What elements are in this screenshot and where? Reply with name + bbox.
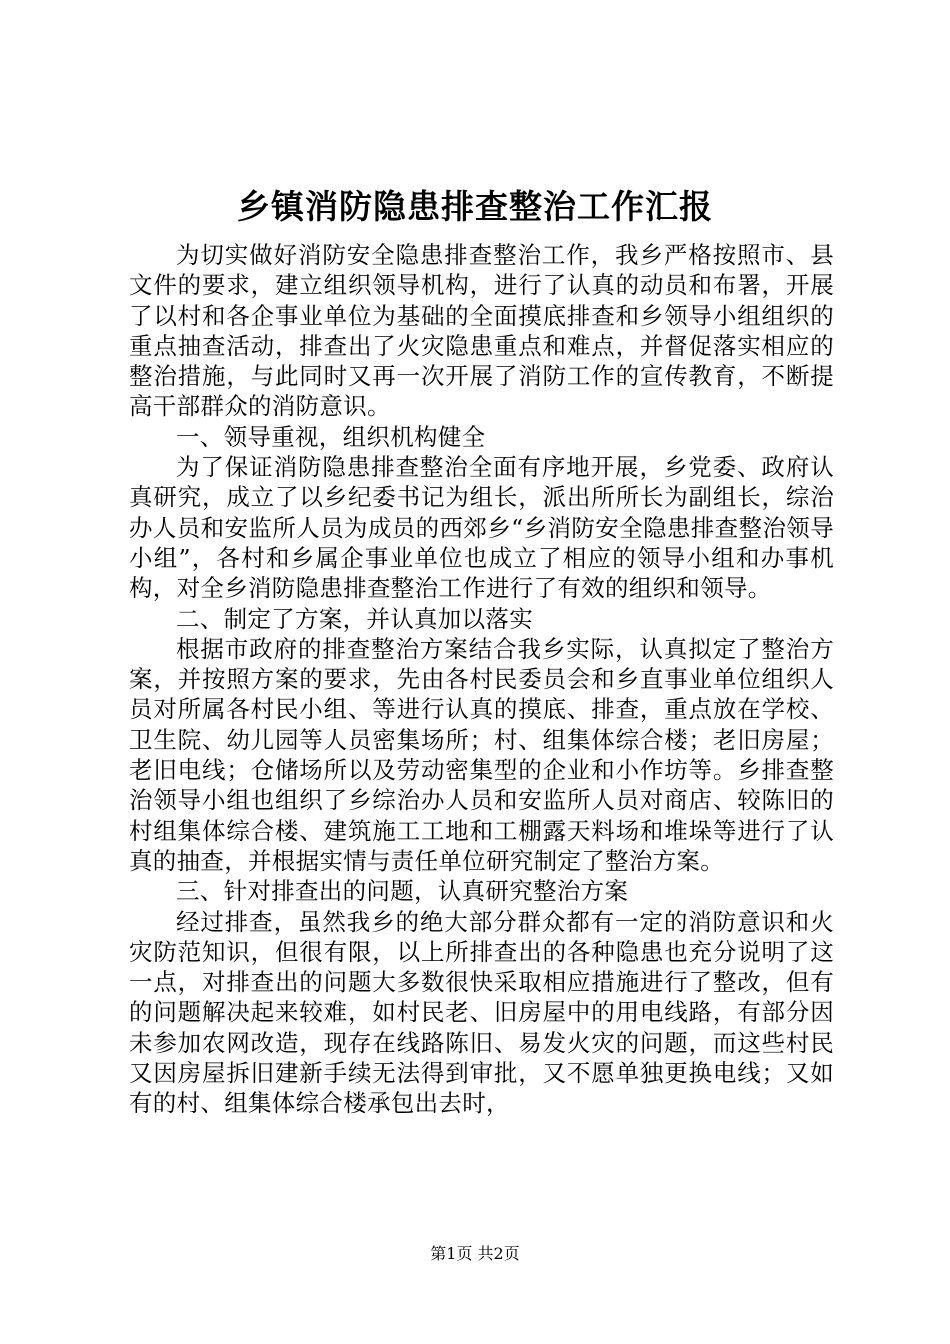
section-heading-3: 三、针对排查出的问题，认真研究整治方案 <box>176 877 629 906</box>
document-title: 乡镇消防隐患排查整治工作汇报 <box>237 187 713 226</box>
section-paragraph-2: 根据市政府的排查整治方案结合我乡实际，认真拟定了整治方案，并按照方案的要求，先由各村民委员会和乡直事业单位组织人员对所属各村民小组、等进行认真的摸底、排查，重点放在学校、卫生院、幼儿园等人员密集场所；村、组集体综合楼；老旧房屋；老旧电线；仓储场所以及劳动密集型的企业和小作坊等。乡排查整治领导小组也组织了乡综治办人员和安监所人员对商店、较陈旧的村组集体综合楼、建筑施工工地和工棚露天料场和堆垛等进行了认真的抽查，并根据实情与责任单位研究制定了整治方案。 <box>129 634 834 875</box>
section-heading-1: 一、领导重视，组织机构健全 <box>176 422 486 451</box>
section-heading-2: 二、制定了方案，并认真加以落实 <box>176 604 533 633</box>
section-paragraph-1: 为了保证消防隐患排查整治全面有序地开展，乡党委、政府认真研究，成立了以乡纪委书记为组长，派出所所长为副组长，综治办人员和安监所人员为成员的西郊乡“乡消防安全隐患排查整治领导小组”，各村和乡属企事业单位也成立了相应的领导小组和办事机构，对全乡消防隐患排查整治工作进行了有效的组织和领导。 <box>129 453 834 603</box>
section-paragraph-3: 经过排查，虽然我乡的绝大部分群众都有一定的消防意识和火灾防范知识，但很有限，以上所排查出的各种隐患也充分说明了这一点，对排查出的问题大多数很快采取相应措施进行了整改，但有的问题解决起来较难，如村民老、旧房屋中的用电线路，有部分因未参加农网改造，现存在线路陈旧、易发火灾的问题，而这些村民又因房屋拆旧建新手续无法得到审批，又不愿单独更换电线；又如有的村、组集体综合楼承包出去时， <box>129 907 834 1118</box>
document-body <box>129 240 834 1119</box>
intro-paragraph: 为切实做好消防安全隐患排查整治工作，我乡严格按照市、县文件的要求，建立组织领导机构，进行了认真的动员和布署，开展了以村和各企事业单位为基础的全面摸底排查和乡领导小组组织的重点抽查活动，排查出了火灾隐患重点和难点，并督促落实相应的整治措施，与此同时又再一次开展了消防工作的宣传教育，不断提高干部群众的消防意识。 <box>129 241 834 421</box>
page-number-footer: 第1页 共2页 <box>430 1244 520 1263</box>
